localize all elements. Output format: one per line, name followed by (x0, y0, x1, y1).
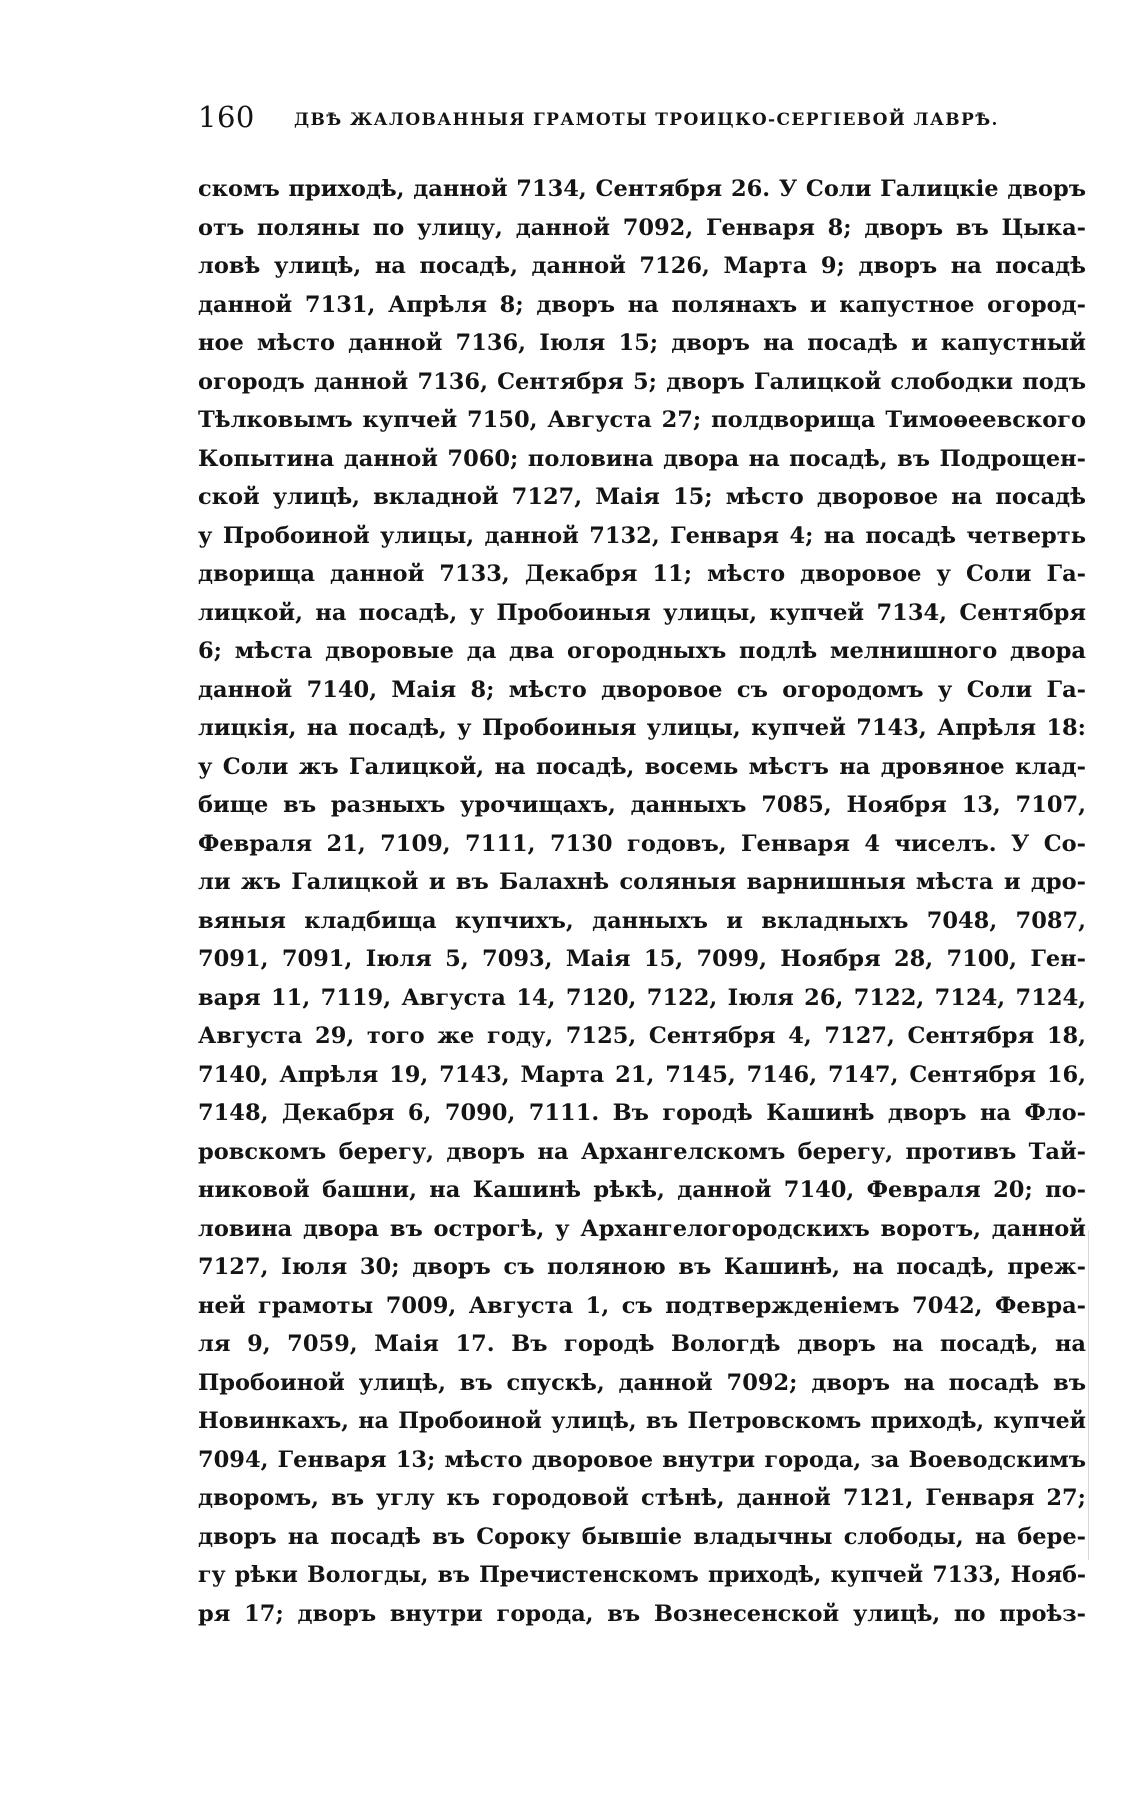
text-line: ровскомъ берегу, дворъ на Архангелскомъ берегу, противъ Тай- (198, 1138, 1086, 1165)
text-line: дворъ на посадѣ въ Сороку бывшіе владычны слободы, на бере- (198, 1523, 1086, 1550)
text-line: 7148, Декабря 6, 7090, 7111. Въ городѣ Кашинѣ дворъ на Фло- (198, 1100, 1086, 1126)
page-edge-line (1088, 1230, 1089, 1560)
page-number: 160 (198, 100, 255, 134)
text-line: Августа 29, того же году, 7125, Сентября 4, 7127, Сентября 18, (198, 1023, 1086, 1049)
text-line: Февраля 21, 7109, 7111, 7130 годовъ, Генваря 4 чиселъ. У Со- (198, 830, 1086, 857)
text-line: Пробоиной улицѣ, въ спускѣ, данной 7092; дворъ на посадѣ въ (198, 1369, 1086, 1396)
text-line: ля 9, 7059, Маія 17. Въ городѣ Вологдѣ дворъ на посадѣ, на (198, 1331, 1086, 1357)
text-line: данной 7131, Апрѣля 8; дворъ на полянахъ и капустное огород- (198, 291, 1086, 318)
text-line: ловѣ улицѣ, на посадѣ, данной 7126, Марта 9; дворъ на посадѣ (198, 253, 1086, 279)
text-line: вяныя кладбища купчихъ, данныхъ и вкладныхъ 7048, 7087, (198, 907, 1086, 934)
text-line: лицкія, на посадѣ, у Пробоиныя улицы, купчей 7143, Апрѣля 18: (198, 715, 1086, 741)
text-line: никовой башни, на Кашинѣ рѣкѣ, данной 7140, Февраля 20; по- (198, 1177, 1086, 1203)
text-line: 7091, 7091, Іюля 5, 7093, Маія 15, 7099, Ноября 28, 7100, Ген- (198, 946, 1086, 972)
text-line: лицкой, на посадѣ, у Пробоиныя улицы, купчей 7134, Сентября (198, 599, 1086, 626)
text-line: ли жъ Галицкой и въ Балахнѣ соляныя варнишныя мѣста и дро- (198, 869, 1086, 895)
text-line: ней грамоты 7009, Августа 1, съ подтвержденіемъ 7042, Февра- (198, 1292, 1086, 1319)
text-line: ской улицѣ, вкладной 7127, Маія 15; мѣсто дворовое на посадѣ (198, 484, 1086, 510)
text-line: Новинкахъ, на Пробоиной улицѣ, въ Петровскомъ приходѣ, купчей (198, 1408, 1086, 1434)
text-line: отъ поляны по улицу, данной 7092, Генваря 8; дворъ въ Цыка- (198, 214, 1086, 241)
body-text (198, 170, 1086, 1633)
text-line: огородъ данной 7136, Сентября 5; дворъ Галицкой слободки подъ (198, 368, 1086, 395)
text-line: 6; мѣста дворовые да два огородныхъ подлѣ мелнишного двора (198, 638, 1086, 664)
text-line: у Соли жъ Галицкой, на посадѣ, восемь мѣстъ на дровяное клад- (198, 753, 1086, 780)
text-line: дворомъ, въ углу къ городовой стѣнѣ, данной 7121, Генваря 27; (198, 1485, 1086, 1511)
text-line: Тѣлковымъ купчей 7150, Августа 27; полдворища Тимоѳеевского (198, 407, 1086, 433)
running-title: ДВѢ ЖАЛОВАННЫЯ ГРАМОТЫ ТРОИЦКО-СЕРГІЕВОЙ ЛАВРѢ. (294, 110, 999, 130)
text-line: ря 17; дворъ внутри города, въ Вознесенской улицѣ, по проѣз- (198, 1600, 1086, 1627)
text-line: у Пробоиной улицы, данной 7132, Генваря 4; на посадѣ четверть (198, 522, 1086, 549)
text-line: скомъ приходѣ, данной 7134, Сентября 26. У Соли Галицкіе дворъ (198, 176, 1086, 202)
text-line: данной 7140, Маія 8; мѣсто дворовое съ огородомъ у Соли Га- (198, 676, 1086, 703)
text-line: варя 11, 7119, Августа 14, 7120, 7122, Іюля 26, 7122, 7124, 7124, (198, 984, 1086, 1011)
page-header (198, 100, 1098, 140)
text-line: 7094, Генваря 13; мѣсто дворовое внутри города, за Воеводскимъ (198, 1446, 1086, 1473)
text-line: ное мѣсто данной 7136, Іюля 15; дворъ на посадѣ и капустный (198, 330, 1086, 356)
text-line: 7140, Апрѣля 19, 7143, Марта 21, 7145, 7146, 7147, Сентября 16, (198, 1061, 1086, 1088)
text-line: гу рѣки Вологды, въ Пречистенскомъ приходѣ, купчей 7133, Нояб- (198, 1562, 1086, 1588)
text-line: дворища данной 7133, Декабря 11; мѣсто дворовое у Соли Га- (198, 561, 1086, 587)
text-line: бище въ разныхъ урочищахъ, данныхъ 7085, Ноября 13, 7107, (198, 792, 1086, 818)
text-line: ловина двора въ острогѣ, у Архангелогородскихъ воротъ, данной (198, 1215, 1086, 1242)
text-line: Копытина данной 7060; половина двора на посадѣ, въ Подрощен- (198, 445, 1086, 472)
text-line: 7127, Іюля 30; дворъ съ поляною въ Кашинѣ, на посадѣ, преж- (198, 1254, 1086, 1280)
